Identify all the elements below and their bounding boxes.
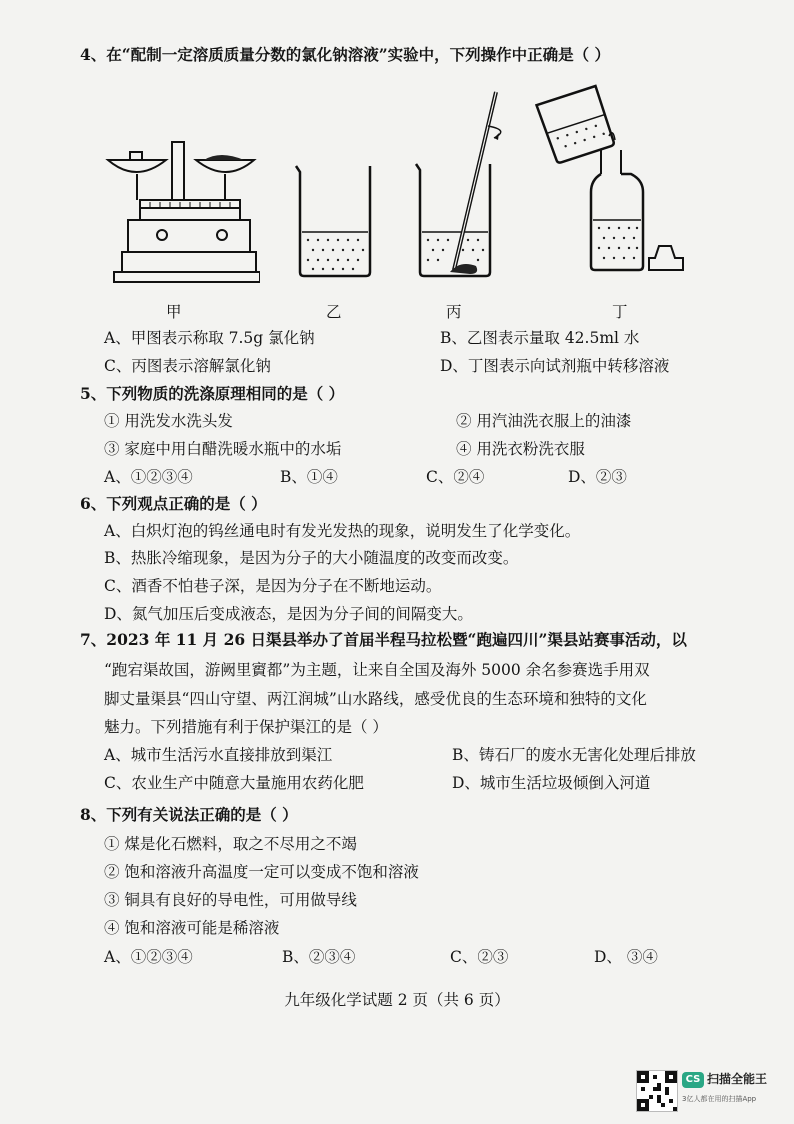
q7-option-d: D、城市生活垃圾倾倒入河道 [452,774,651,792]
scanner-app-name: 扫描全能王 [707,1072,768,1086]
question-5-stem: 5、下列物质的洗涤原理相同的是（ ） [80,384,345,403]
scanner-tagline: 3亿人都在用的扫描App [682,1095,757,1103]
q7-option-a: A、城市生活污水直接排放到渠江 [104,746,333,764]
qr-code-icon [636,1070,678,1112]
figure-label-bing: 丙 [446,303,462,321]
question-6-stem: 6、下列观点正确的是（ ） [80,494,267,513]
q5-item-4: ④ 用洗衣粉洗衣服 [456,440,585,458]
scanner-watermark [636,1070,781,1110]
q5-option-c: C、②④ [426,468,485,486]
pouring-figure [535,80,695,280]
q5-item-2: ② 用汽油洗衣服上的油漆 [456,412,632,430]
question-7-stem-line-1: 7、2023 年 11 月 26 日渠县举办了首届半程马拉松暨“跑遍四川”渠县站赛事活动，以 [80,630,687,649]
q6-option-c: C、酒香不怕巷子深，是因为分子在不断地运动。 [104,577,442,595]
q8-item-1: ① 煤是化石燃料，取之不尽用之不竭 [104,835,357,853]
stirring-figure [410,86,520,282]
q4-option-c: C、丙图表示溶解氯化钠 [104,357,271,375]
question-7-stem-line-4: 魅力。下列措施有利于保护渠江的是（ ） [104,718,388,736]
page-footer: 九年级化学试题 2 页（共 6 页） [284,991,510,1009]
balance-figure [100,140,260,285]
q8-option-d: D、 ③④ [594,948,658,966]
q8-item-4: ④ 饱和溶液可能是稀溶液 [104,919,280,937]
q8-option-c: C、②③ [450,948,509,966]
question-4-stem: 4、在“配制一定溶质质量分数的氯化钠溶液”实验中，下列操作中正确是（ ） [80,45,611,64]
q6-option-a: A、白炽灯泡的钨丝通电时有发光发热的现象，说明发生了化学变化。 [104,522,581,540]
figure-label-yi: 乙 [326,303,342,321]
q6-option-d: D、氮气加压后变成液态，是因为分子间的间隔变大。 [104,605,473,623]
q5-option-a: A、①②③④ [104,468,193,486]
question-8-stem: 8、下列有关说法正确的是（ ） [80,805,298,824]
q5-option-b: B、①④ [280,468,338,486]
question-7-stem-line-3: 脚丈量渠县“四山守望、两江润城”山水路线，感受优良的生态环境和独特的文化 [104,690,647,708]
figure-label-jia: 甲 [166,303,182,321]
q7-option-b: B、铸石厂的废水无害化处理后排放 [452,746,696,764]
q5-item-3: ③ 家庭中用白醋洗暖水瓶中的水垢 [104,440,342,458]
q8-item-3: ③ 铜具有良好的导电性，可用做导线 [104,891,357,909]
q8-item-2: ② 饱和溶液升高温度一定可以变成不饱和溶液 [104,863,419,881]
q8-option-b: B、②③④ [282,948,356,966]
figure-label-ding: 丁 [612,303,628,321]
q4-option-b: B、乙图表示量取 42.5ml 水 [440,329,640,347]
question-7-stem-line-2: “跑宕渠故国，游阙里賨都”为主题，让来自全国及海外 5000 余名参赛选手用双 [104,661,650,679]
camscanner-logo: CS [682,1072,704,1088]
q8-option-a: A、①②③④ [104,948,193,966]
q4-option-d: D、丁图表示向试剂瓶中转移溶液 [440,357,670,375]
q5-option-d: D、②③ [568,468,627,486]
q5-item-1: ① 用洗发水洗头发 [104,412,233,430]
beaker-figure [290,162,380,280]
q7-option-c: C、农业生产中随意大量施用农药化肥 [104,774,364,792]
q6-option-b: B、热胀冷缩现象，是因为分子的大小随温度的改变而改变。 [104,549,519,567]
q4-option-a: A、甲图表示称取 7.5g 氯化钠 [104,329,315,347]
